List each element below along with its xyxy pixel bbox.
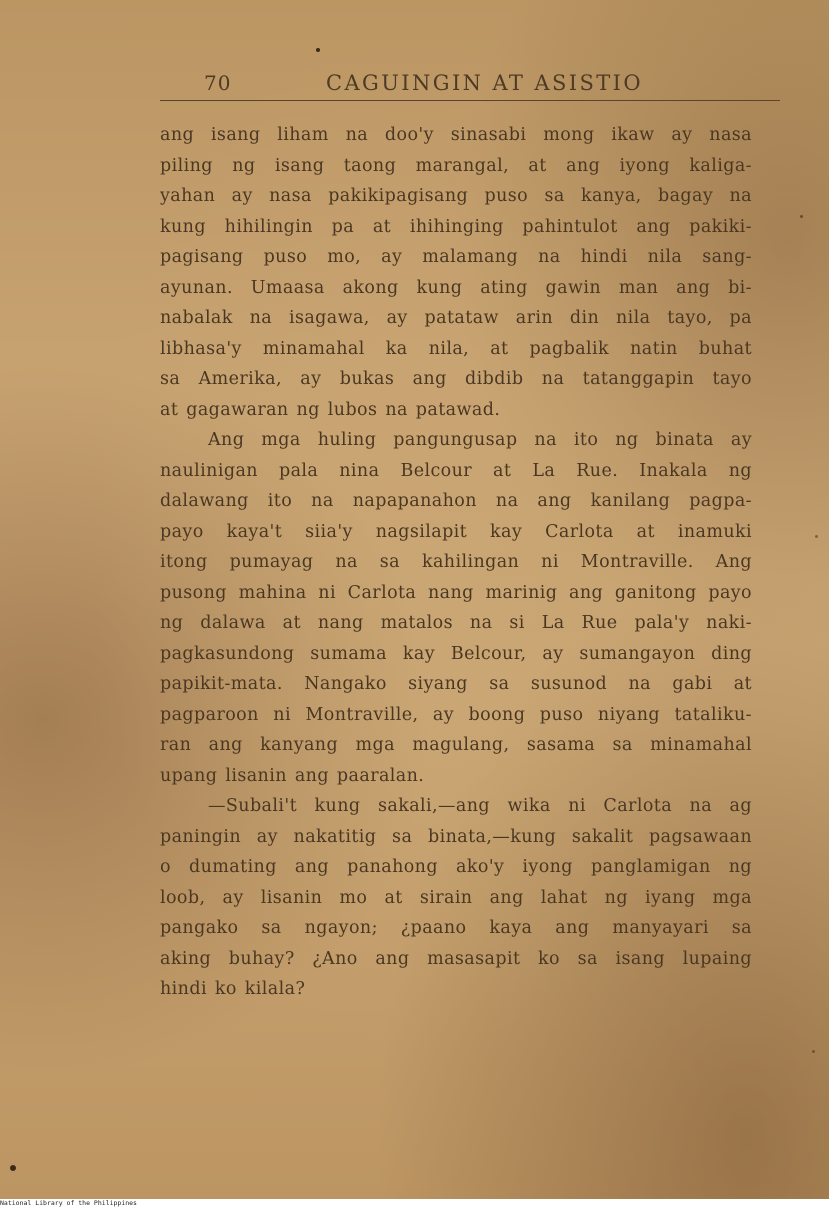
- text-line: Ang mga huling pangungusap na ito ng binata ay: [208, 430, 752, 450]
- running-title: CAGUINGIN AT ASISTIO: [326, 71, 643, 95]
- text-line: o dumating ang panahong ako'y iyong panglamigan ng: [160, 857, 752, 877]
- text-line: hindi ko kilala?: [160, 979, 306, 999]
- page-header: [160, 68, 780, 102]
- text-line: pagparoon ni Montraville, ay boong puso niyang tataliku-: [160, 704, 752, 725]
- ink-speck: [10, 1165, 16, 1171]
- text-line: nabalak na isagawa, ay patataw arin din nila tayo, pa: [160, 308, 752, 328]
- text-line: yahan ay nasa pakikipagisang puso sa kanya, bagay na: [160, 186, 752, 206]
- text-line: sa Amerika, ay bukas ang dibdib na tatanggapin tayo: [160, 369, 752, 389]
- text-line: payo kaya't siia'y nagsilapit kay Carlota at inamuki: [160, 521, 752, 542]
- page-number: 70: [204, 71, 232, 95]
- text-line: aking buhay? ¿Ano ang masasapit ko sa isang lupaing: [160, 948, 752, 969]
- text-line: ayunan. Umaasa akong kung ating gawin man ang bi-: [160, 277, 752, 298]
- text-line: —Subali't kung sakali,—ang wika ni Carlota na ag: [208, 796, 752, 816]
- text-line: pusong mahina ni Carlota nang marinig ang ganitong payo: [160, 582, 752, 603]
- text-line: loob, ay lisanin mo at sirain ang lahat ng iyang mga: [160, 887, 752, 908]
- text-line: ran ang kanyang mga magulang, sasama sa minamahal: [160, 735, 752, 755]
- text-line: paningin ay nakatitig sa binata,—kung sakalit pagsawaan: [160, 826, 752, 847]
- footer-bar: [0, 1199, 829, 1208]
- text-line: dalawang ito na napapanahon na ang kanilang pagpa-: [160, 491, 752, 511]
- text-line: libhasa'y minamahal ka nila, at pagbalik natin buhat: [160, 338, 752, 359]
- text-line: upang lisanin ang paaralan.: [160, 765, 425, 786]
- text-line: itong pumayag na sa kahilingan ni Montraville. Ang: [160, 552, 752, 572]
- text-line: pangako sa ngayon; ¿paano kaya ang manyayari sa: [160, 918, 752, 938]
- ink-speck: [812, 1050, 815, 1053]
- text-line: papikit-mata. Nangako siyang sa susunod na gabi at: [160, 674, 752, 694]
- text-line: ang isang liham na doo'y sinasabi mong ikaw ay nasa: [160, 125, 752, 145]
- ink-speck: [800, 215, 803, 218]
- text-line: piling ng isang taong marangal, at ang iyong kaliga-: [160, 155, 752, 176]
- footer-credit: National Library of the Philippines: [0, 1199, 137, 1207]
- ink-speck: [815, 535, 818, 538]
- text-line: kung hihilingin pa at ihihinging pahintulot ang pakiki-: [160, 216, 752, 237]
- text-line: at gagawaran ng lubos na patawad.: [160, 399, 501, 420]
- text-line: naulinigan pala nina Belcour at La Rue. Inakala ng: [160, 460, 752, 481]
- ink-speck: [316, 48, 320, 52]
- text-line: pagkasundong sumama kay Belcour, ay sumangayon ding: [160, 643, 752, 664]
- header-rule: [160, 100, 780, 102]
- text-line: ng dalawa at nang matalos na si La Rue pala'y naki-: [160, 613, 752, 633]
- text-line: pagisang puso mo, ay malamang na hindi nila sang-: [160, 247, 752, 267]
- body-text: [160, 120, 752, 1005]
